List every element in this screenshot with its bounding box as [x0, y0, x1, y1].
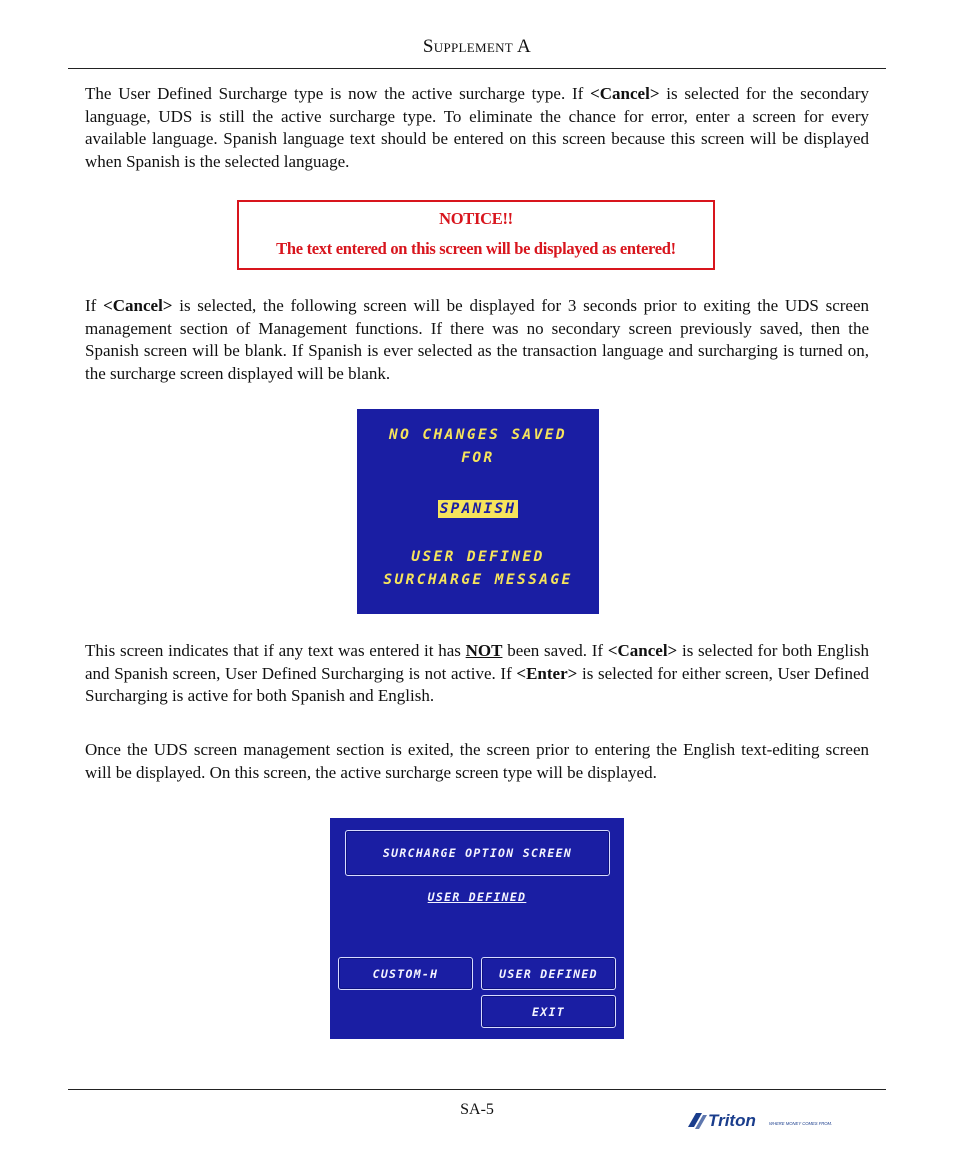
enter-key-label: <Enter> [516, 663, 578, 683]
logo-wordmark: Triton [708, 1111, 756, 1130]
notice-box [237, 200, 715, 270]
triton-logo [686, 1107, 856, 1133]
logo-tagline: WHERE MONEY COMES FROM. [769, 1121, 833, 1126]
notice-text: The text entered on this screen will be displayed as entered! [276, 239, 676, 258]
screen-line-no-changes: NO CHANGES SAVED [388, 427, 568, 443]
paragraph-cancel-selected: If <Cancel> is selected, the following screen will be displayed for 3 seconds prior to exiting the UDS screen management section of Management functions. If there was no secondary screen previously saved, then the Spanish screen will be blank. If Spanish is ever selected as the transaction language and surcharging is turned on, the surcharge screen displayed will be blank. [85, 296, 869, 383]
page-number: SA-5 [460, 1101, 494, 1118]
atm-screen-no-changes-saved [357, 409, 599, 614]
screen-line-user-defined: USER DEFINED [411, 549, 545, 565]
surcharge-option-title-button[interactable]: SURCHARGE OPTION SCREEN [345, 830, 610, 876]
cancel-key-label: <Cancel> [607, 641, 678, 660]
page-header: Supplement A [422, 36, 532, 57]
notice-title: NOTICE!! [439, 209, 513, 228]
screen-line-surcharge-message: SURCHARGE MESSAGE [383, 572, 573, 588]
paragraph-not-saved: This screen indicates that if any text was entered it has NOT been saved. If <Cancel> is selected for both English and Spanish screen, User Defined Surcharging is not active. If <Enter> is selected for either screen, User Defined Surcharging is active for both Spanish and English. [85, 641, 869, 706]
cancel-key-label: <Cancel> [590, 84, 660, 103]
custom-h-button[interactable]: CUSTOM-H [338, 957, 473, 990]
paragraph-uds-exited: Once the UDS screen management section is exited, the screen prior to entering the English text-editing screen will be displayed. On this screen, the active surcharge screen type will be displayed. [85, 740, 869, 782]
atm-screen-surcharge-option [330, 818, 624, 1039]
footer-rule [68, 1089, 886, 1090]
cancel-key-label: <Cancel> [103, 296, 173, 315]
current-surcharge-type: USER DEFINED [427, 890, 527, 904]
not-emphasis: NOT [465, 641, 503, 660]
spanish-highlight: SPANISH [439, 501, 517, 517]
paragraph-active-surcharge: The User Defined Surcharge type is now the active surcharge type. If <Cancel> is selected for the secondary language, UDS is still the active surcharge type. To eliminate the chance for error, enter a screen for every available language. Spanish language text should be entered on this screen because this screen will be displayed when Spanish is the selected language. [85, 84, 869, 171]
screen-line-for: FOR [461, 450, 495, 466]
user-defined-button[interactable]: USER DEFINED [481, 957, 616, 990]
screen-line-spanish [357, 501, 599, 517]
exit-button[interactable]: EXIT [481, 995, 616, 1028]
header-rule [68, 68, 886, 69]
